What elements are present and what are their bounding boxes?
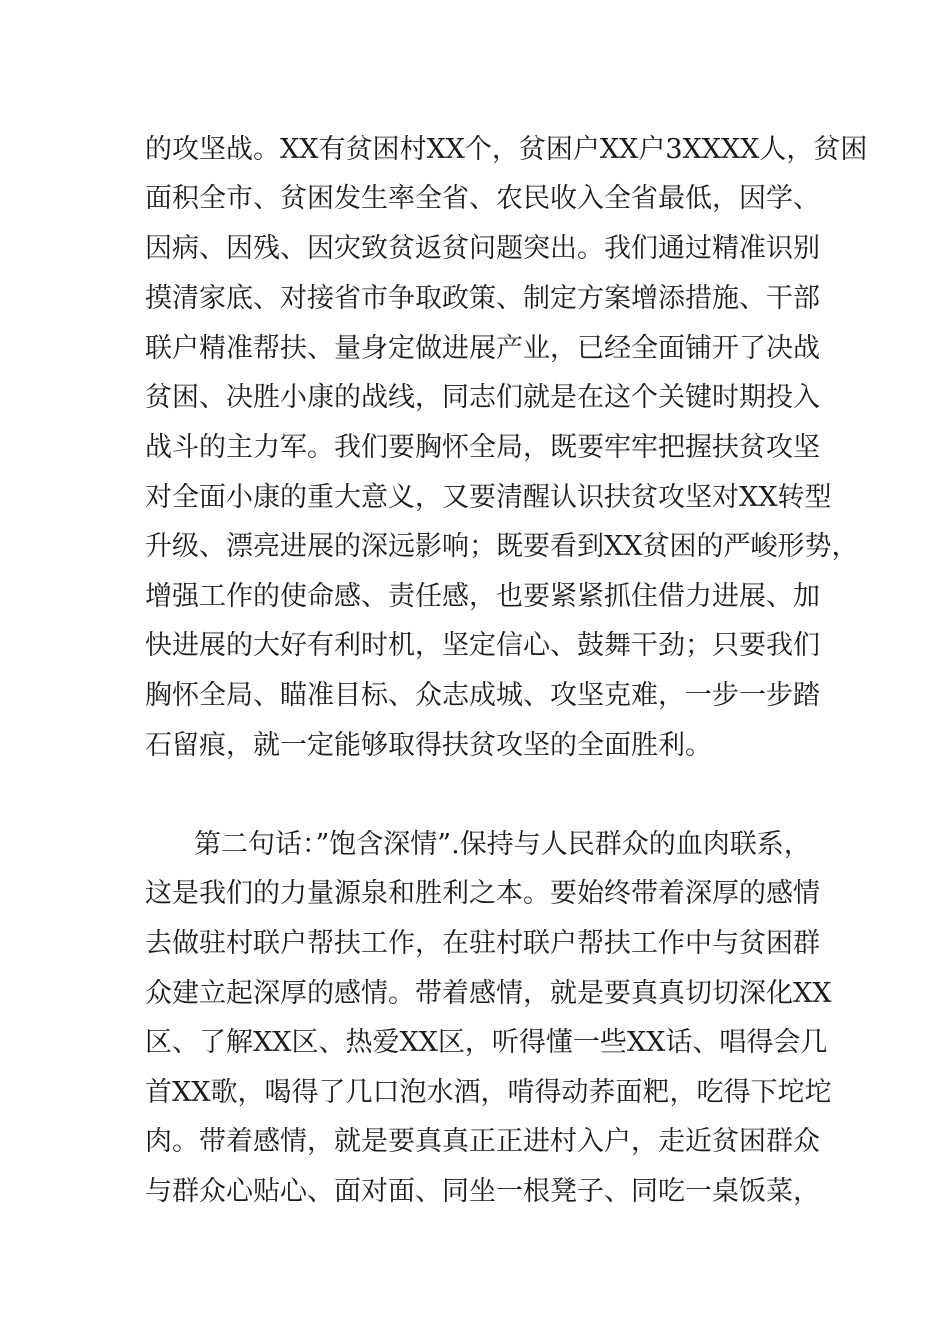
text-line: 增强工作的使命感、责任感，也要紧紧抓住借力进展、加 [145,581,820,612]
text-line: 这是我们的力量源泉和胜利之本。要始终带着深厚的感情 [145,878,820,909]
text-line: 的攻坚战。XX有贫困村XX个，贫困户XX户3XXXX人，贫困 [145,134,868,165]
text-line: 首XX歌，喝得了几口泡水酒，啃得动荞面粑，吃得下坨坨 [145,1077,832,1108]
text-line: 众建立起深厚的感情。带着感情，就是要真真切切深化XX [145,978,832,1009]
text-line: 联户精准帮扶、量身定做进展产业，已经全面铺开了决战 [145,333,820,364]
text-line: 去做驻村联户帮扶工作，在驻村联户帮扶工作中与贫困群 [145,928,820,959]
text-line: 战斗的主力军。我们要胸怀全局，既要牢牢把握扶贫攻坚 [145,432,820,463]
text-line: 与群众心贴心、面对面、同坐一根凳子、同吃一桌饭菜， [145,1176,820,1207]
text-line: 第二句话：”饱含深情”.保持与人民群众的血肉联系， [194,829,811,860]
text-line: 面积全市、贫困发生率全省、农民收入全省最低，因学、 [145,183,820,214]
text-line: 贫困、决胜小康的战线，同志们就是在这个关键时期投入 [145,382,820,413]
text-line: 肉。带着感情，就是要真真正正进村入户，走近贫困群众 [145,1126,820,1157]
text-line: 胸怀全局、瞄准目标、众志成城、攻坚克难，一步一步踏 [145,680,820,711]
text-line: 石留痕，就一定能够取得扶贫攻坚的全面胜利。 [145,730,712,761]
text-line: 区、了解XX区、热爱XX区，听得懂一些XX话、唱得会几 [145,1027,828,1058]
text-line: 摸清家底、对接省市争取政策、制定方案增添措施、干部 [145,283,820,314]
text-line: 因病、因残、因灾致贫返贫问题突出。我们通过精准识别 [145,233,820,264]
text-line: 快进展的大好有利时机，坚定信心、鼓舞干劲；只要我们 [145,630,820,661]
text-line: 升级、漂亮进展的深远影响；既要看到XX贫困的严峻形势， [145,531,859,562]
text-line: 对全面小康的重大意义，又要清醒认识扶贫攻坚对XX转型 [145,482,832,513]
